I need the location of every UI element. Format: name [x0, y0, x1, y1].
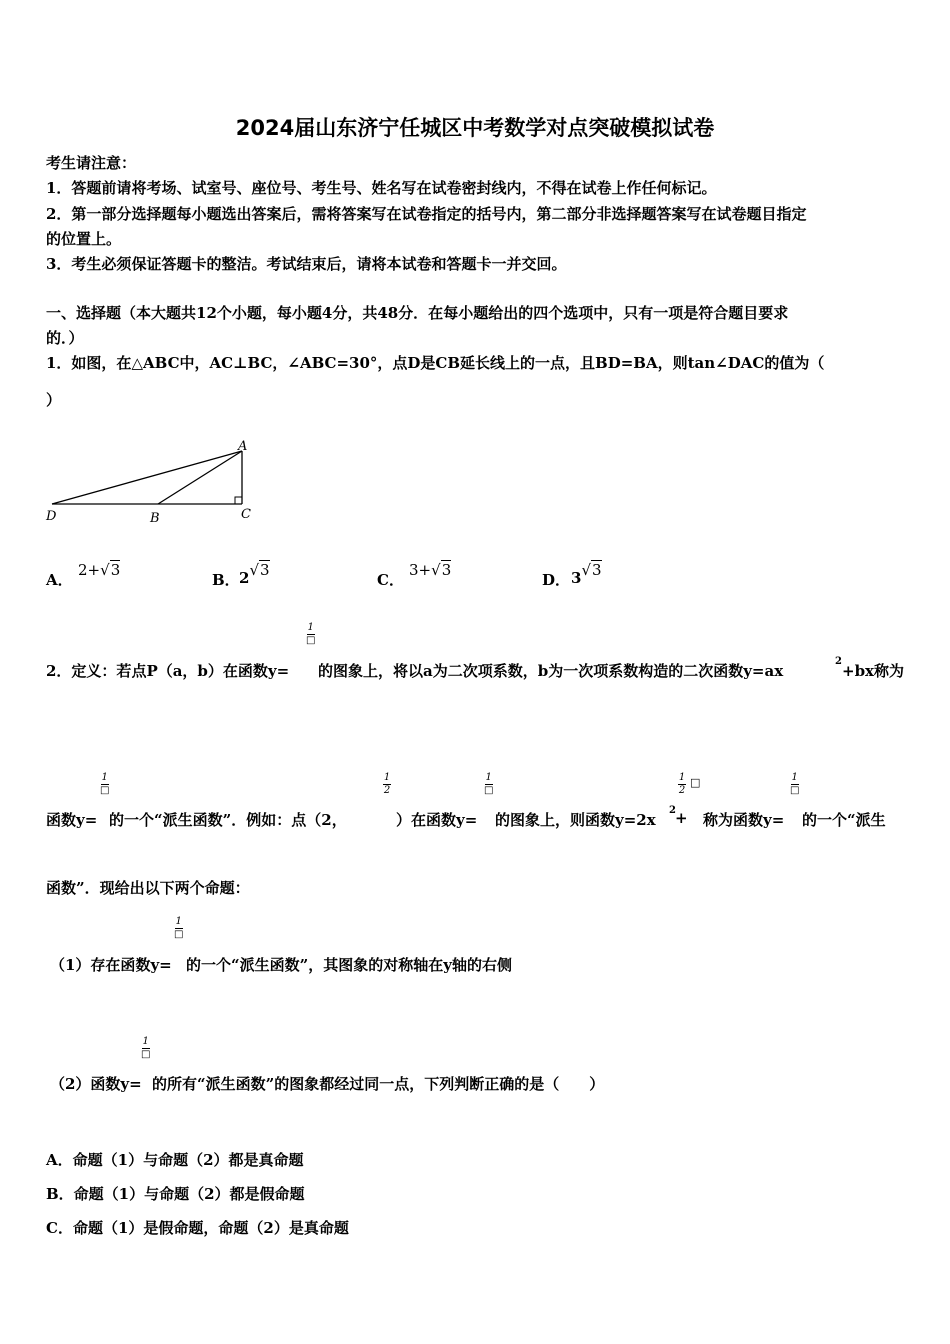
frac-den: □ [141, 1049, 151, 1060]
proposition-1-b: 的一个“派生函数”，其图象的对称轴在y轴的右侧 [186, 956, 512, 974]
page-title: 2024届山东济宁任城区中考数学对点突破模拟试卷 [235, 116, 715, 140]
q2-option-b: B．命题（1）与命题（2）都是假命题 [46, 1185, 305, 1203]
q1-option-d: 3√3 [571, 561, 602, 587]
q2-line2-b: 的一个“派生函数”．例如：点（2， [109, 811, 347, 829]
q2-line2-sup: 2 [669, 805, 676, 816]
q2-line1-sup: 2 [835, 656, 842, 667]
line-da [52, 451, 242, 504]
q1-option-a-letter: A． [46, 571, 73, 589]
q1-option-b-pre: 2 [239, 569, 250, 587]
q1-close-paren: ） [46, 391, 62, 409]
fraction-1-over-x [100, 772, 109, 796]
q2-line3: 函数”．现给出以下两个命题： [46, 879, 250, 897]
proposition-1-a: （1）存在函数y= [50, 956, 172, 974]
right-angle-mark [235, 497, 242, 504]
q1-stem: 1．如图，在△ABC中，AC⊥BC，∠ABC=30°，点D是CB延长线上的一点，且BD=BA，则tan∠DAC的值为（ [46, 354, 825, 372]
q1-option-b: 2√3 [239, 561, 270, 587]
frac-num: 1 [485, 772, 492, 783]
q1-option-a-rad: 3 [110, 561, 121, 579]
notice-item-2-cont: 的位置上。 [46, 230, 122, 248]
frac-den: □ [484, 785, 494, 796]
q1-option-d-pre: 3 [571, 569, 582, 587]
fraction-1-over-x [306, 622, 315, 646]
label-b: B [150, 511, 160, 526]
label-c: C [241, 507, 251, 522]
q2-line1-b: 的图象上，将以a为二次项系数，b为一次项系数构造的二次函数y=ax [318, 662, 784, 680]
notice-item-3: 3．考生必须保证答题卡的整洁。考试结束后，请将本试卷和答题卡一并交回。 [46, 255, 567, 273]
frac-num: 1 [101, 772, 108, 783]
frac-num: 1 [142, 1036, 149, 1047]
fraction-1-over-x [141, 1036, 150, 1060]
fraction-1-over-x [484, 772, 493, 796]
q2-line1-a: 2．定义：若点P（a，b）在函数y= [46, 662, 290, 680]
label-a: A [238, 439, 248, 454]
q2-line2-f: 称为函数y= [703, 811, 785, 829]
triangle-figure [40, 436, 270, 528]
frac-num: 1 [791, 772, 798, 783]
q1-option-a-pre: 2+ [78, 561, 101, 579]
q1-option-c: 3+√3 [409, 561, 452, 579]
q1-option-c-pre: 3+ [409, 561, 432, 579]
frac-den: □ [100, 785, 110, 796]
notice-item-2: 2．第一部分选择题每小题选出答案后，需将答案写在试卷指定的括号内，第二部分非选择题答案写在试卷题目指定 [46, 205, 807, 223]
q1-option-c-rad: 3 [441, 561, 452, 579]
placeholder-box: □ [690, 776, 701, 789]
frac-den: □ [306, 635, 316, 646]
fraction-1-over-x [174, 916, 183, 940]
frac-num: 1 [383, 772, 391, 783]
section-heading: 一、选择题（本大题共12个小题，每小题4分，共48分．在每小题给出的四个选项中，只有一项是符合题目要求 [46, 304, 789, 322]
fraction-1-over-x [790, 772, 799, 796]
label-d: D [46, 509, 57, 524]
q1-option-a: 2+√3 [78, 561, 121, 579]
fraction-1-over-2 [678, 772, 686, 796]
section-heading-cont: 的．） [46, 329, 84, 347]
q2-line2-e: + [675, 809, 688, 827]
q1-option-b-rad: 3 [260, 561, 270, 579]
q2-option-a: A．命题（1）与命题（2）都是真命题 [46, 1151, 304, 1169]
q2-line2-c: ）在函数y= [396, 811, 478, 829]
notice-item-1: 1．答题前请将考场、试室号、座位号、考生号、姓名写在试卷密封线内，不得在试卷上作任何标记。 [46, 179, 717, 197]
fraction-1-over-2 [383, 772, 391, 796]
frac-num: 1 [175, 916, 182, 927]
frac-den: □ [174, 929, 184, 940]
q2-line2-d: 的图象上，则函数y=2x [495, 811, 656, 829]
q1-option-c-letter: C． [377, 571, 404, 589]
q2-line1-c: +bx称为 [842, 662, 904, 680]
q2-option-c: C．命题（1）是假命题，命题（2）是真命题 [46, 1219, 349, 1237]
frac-den: 2 [383, 785, 391, 796]
frac-num: 1 [678, 772, 686, 783]
q2-line2-g: 的一个“派生 [802, 811, 886, 829]
frac-den: 2 [678, 785, 686, 796]
line-ba [158, 451, 242, 504]
notice-heading: 考生请注意： [46, 154, 137, 172]
proposition-2-a: （2）函数y= [50, 1075, 142, 1093]
frac-den: □ [790, 785, 800, 796]
proposition-2-b: 的所有“派生函数”的图象都经过同一点，下列判断正确的是（ ） [152, 1075, 605, 1093]
q1-option-d-rad: 3 [592, 561, 602, 579]
frac-num: 1 [307, 622, 314, 633]
q1-option-b-letter: B． [212, 571, 240, 589]
q2-line2-a: 函数y= [46, 811, 98, 829]
q1-option-d-letter: D． [542, 571, 571, 589]
